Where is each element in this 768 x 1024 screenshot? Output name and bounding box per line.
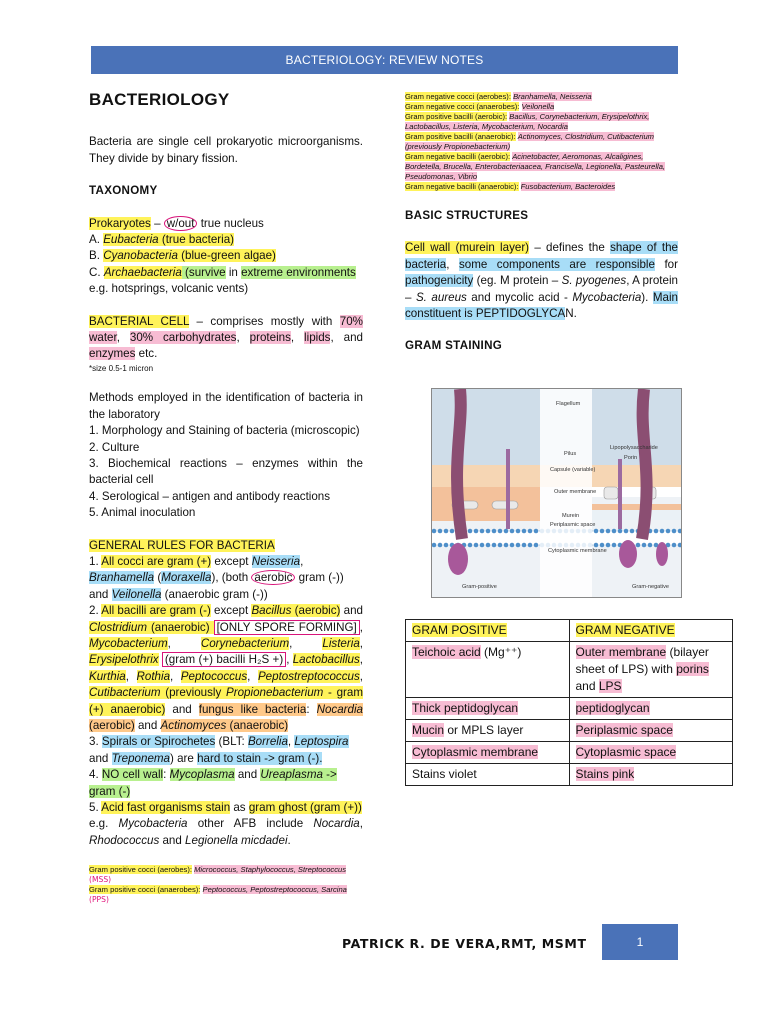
phospholipid-head xyxy=(498,543,503,548)
rule-3: 3. Spirals or Spirochetes (BLT: Borrelia, Leptospira and Treponema) are hard to stain -> gram (-). xyxy=(89,735,349,765)
gpc-anaerobes: Gram positive cocci (anaerobes): Peptococcus, Peptostreptococcus, Sarcina (PPS) xyxy=(89,885,347,905)
method-1: 1. Morphology and Staining of bacteria (microscopic) xyxy=(89,424,360,438)
phospholipid-head xyxy=(516,529,521,534)
header-gram-negative: GRAM NEGATIVE xyxy=(575,623,675,637)
cell-wall-paragraph: Cell wall (murein layer) – defines the shape of the bacteria, some components are responsible for pathogenicity (eg. M protein – S. pyogenes, A protein – S. aureus and mycolic acid - Mycobacteria). Main constituent is PEPTIDOGLYCAN. xyxy=(405,241,678,321)
phospholipid-head xyxy=(606,529,611,534)
phospholipid-head xyxy=(468,529,473,534)
phospholipid-head xyxy=(492,529,497,534)
phospholipid-head xyxy=(636,543,641,548)
phospholipid-head xyxy=(606,543,611,548)
list-item: Gram negative bacilli (anaerobic): Fusobacterium, Bacteroides xyxy=(405,182,616,191)
gpc-aerobes: Gram positive cocci (aerobes): Micrococcus, Staphylococcus, Streptococcus (MSS) xyxy=(89,865,347,885)
gram-staining-heading: GRAM STAINING xyxy=(405,339,503,353)
label-outer-membrane: Outer membrane xyxy=(554,489,597,495)
label-cytoplasmic: Cytoplasmic membrane xyxy=(548,548,607,554)
page-number: 1 xyxy=(602,924,678,960)
label-pilus: Pilus xyxy=(564,451,577,457)
list-item: Gram positive bacilli (aerobic): Bacillus, Corynebacterium, Erysipelothrix, Lactobacillus, Listeria, Mycobacterium, Nocardia xyxy=(405,112,650,131)
page-title: BACTERIOLOGY xyxy=(89,90,230,109)
phospholipid-head xyxy=(498,529,503,534)
phospholipid-head xyxy=(468,543,473,548)
phospholipid-head xyxy=(510,529,515,534)
phospholipid-head xyxy=(510,543,515,548)
label-murein: Murein xyxy=(562,513,580,519)
methods-intro: Methods employed in the identification of bacteria in the laboratory xyxy=(89,391,363,421)
phospholipid-head xyxy=(594,529,599,534)
handwritten-mss: (MSS) xyxy=(89,875,112,885)
phospholipid-head xyxy=(612,543,617,548)
label-gram-negative: Gram-negative xyxy=(632,584,669,590)
table-row: Thick peptidoglycan peptidoglycan xyxy=(406,698,733,720)
phospholipid-head xyxy=(444,543,449,548)
label-capsule: Capsule (variable) xyxy=(550,467,596,473)
rule-1: 1. All cocci are gram (+) except Neisseria, Branhamella (Moraxella), (both aerobic gram (-)) and Veilonella (anaerobic gram (-)) xyxy=(89,554,344,601)
method-5: 5. Animal inoculation xyxy=(89,506,196,520)
header-bar xyxy=(91,46,678,74)
header-title: BACTERIOLOGY: REVIEW NOTES xyxy=(285,53,484,67)
label-lps: Lipopolysaccharide xyxy=(610,445,658,451)
taxonomy-a: A. Eubacteria (true bacteria) xyxy=(89,233,235,247)
table-header-row xyxy=(406,620,733,642)
list-item: Gram negative cocci (anaerobes): Veilonella xyxy=(405,102,555,111)
basic-structures-heading: BASIC STRUCTURES xyxy=(405,209,529,222)
table-row: Mucin or MPLS layer Periplasmic space xyxy=(406,720,733,742)
phospholipid-head xyxy=(654,529,659,534)
label-flagellum: Flagellum xyxy=(556,401,581,407)
taxonomy-b: B. Cyanobacteria (blue-green algae) xyxy=(89,249,276,263)
rules-heading: GENERAL RULES FOR BACTERIA xyxy=(89,538,275,552)
wout-circled: w/out xyxy=(164,216,198,231)
intro-paragraph: Bacteria are single cell prokaryotic microorganisms. They divide by binary fission. xyxy=(89,135,363,165)
method-3: 3. Biochemical reactions – enzymes within the bacterial cell xyxy=(89,456,363,487)
phospholipid-head xyxy=(624,529,629,534)
rule-2: 2. All bacilli are gram (-) except Bacillus (aerobic) and Clostridium (anaerobic) [ONLY SPORE FORMING] , Mycobacterium, Corynebacterium, Listeria, Erysipelothrix (gram (+) bacilli H₂S +) , Lactobacillus, Kurthia, Rothia, Peptococcus, Peptostreptococcus, Cutibacterium (previously Propionebacterium - gram (+) anaerobic) and fungus like bacteria: Nocardia (aerobic) and Actinomyces (anaerobic) xyxy=(89,604,364,732)
handwritten-pps: (PPS) xyxy=(89,895,109,905)
header-gram-positive: GRAM POSITIVE xyxy=(412,623,507,637)
phospholipid-head xyxy=(648,543,653,548)
gram-comparison-table xyxy=(405,619,733,786)
label-periplasmic: Periplasmic space xyxy=(550,522,596,528)
table-row: Teichoic acid (Mg⁺⁺) Outer membrane (bilayer sheet of LPS) with porins and LPS xyxy=(406,642,733,698)
phospholipid-head xyxy=(672,529,677,534)
phospholipid-head xyxy=(480,529,485,534)
taxonomy-heading: TAXONOMY xyxy=(89,184,158,198)
phospholipid-head xyxy=(474,529,479,534)
phospholipid-head xyxy=(666,529,671,534)
phospholipid-head xyxy=(534,543,539,548)
phospholipid-head xyxy=(504,529,509,534)
phospholipid-head xyxy=(522,543,527,548)
phospholipid-head xyxy=(600,543,605,548)
left-column xyxy=(89,92,363,905)
bacteria-classification-list xyxy=(405,92,678,192)
method-2: 2. Culture xyxy=(89,440,140,454)
phospholipid-head xyxy=(474,543,479,548)
phospholipid-head xyxy=(618,529,623,534)
label-porin: Porin xyxy=(624,455,638,461)
list-item: Gram negative bacilli (aerobic): Acinetobacter, Aeromonas, Alcaligines, Bordetella, Brucella, Enterobacteriaacea, Francisella, Legionella, Pasteurella, Pseudomonas, Vibrio xyxy=(405,152,666,181)
phospholipid-head xyxy=(534,529,539,534)
phospholipid-head xyxy=(594,543,599,548)
cell-wall-diagram xyxy=(431,388,682,598)
phospholipid-head xyxy=(486,529,491,534)
prokaryotes-line: Prokaryotes – w/out true nucleus xyxy=(89,216,264,230)
phospholipid-head xyxy=(450,529,455,534)
phospholipid-head xyxy=(480,543,485,548)
phospholipid-head xyxy=(612,529,617,534)
phospholipid-head xyxy=(438,543,443,548)
list-item: Gram negative cocci (aerobes): Branhamella, Neisseria xyxy=(405,92,592,101)
prokaryotes-label: Prokaryotes xyxy=(89,216,151,230)
phospholipid-head xyxy=(528,529,533,534)
method-4: 4. Serological – antigen and antibody reactions xyxy=(89,489,331,503)
list-item: Gram positive bacilli (anaerobic): Actinomyces, Clostridium, Cutibacterium (previously Propionebacterium) xyxy=(405,132,655,151)
bacterial-cell-paragraph: BACTERIAL CELL – comprises mostly with 70% water, 30% carbohydrates, proteins, lipids, and enzymes etc. xyxy=(89,314,363,361)
phospholipid-head xyxy=(528,543,533,548)
footer-author: PATRICK R. DE VERA,RMT, MSMT xyxy=(342,936,587,951)
phospholipid-head xyxy=(492,543,497,548)
cell-size-note: *size 0.5-1 micron xyxy=(89,363,154,373)
rule-5: 5. Acid fast organisms stain as gram ghost (gram (+)) e.g. Mycobacteria other AFB include Nocardia, Rhodococcus and Legionella micdadei. xyxy=(89,801,363,847)
phospholipid-head xyxy=(486,543,491,548)
table-row: Cytoplasmic membrane Cytoplasmic space xyxy=(406,742,733,764)
phospholipid-head xyxy=(600,529,605,534)
table-row: Stains violet Stains pink xyxy=(406,764,733,786)
phospholipid-head xyxy=(522,529,527,534)
phospholipid-head xyxy=(438,529,443,534)
label-gram-positive: Gram-positive xyxy=(462,584,497,590)
phospholipid-head xyxy=(516,543,521,548)
phospholipid-head xyxy=(444,529,449,534)
rule-4: 4. NO cell wall: Mycoplasma and Ureaplasma -> gram (-) xyxy=(89,768,337,798)
phospholipid-head xyxy=(642,543,647,548)
phospholipid-head xyxy=(630,529,635,534)
taxonomy-c: C. Archaebacteria (survive in extreme environments xyxy=(89,265,356,279)
taxonomy-c-example: e.g. hotsprings, volcanic vents) xyxy=(89,282,249,296)
right-column xyxy=(405,92,678,355)
phospholipid-head xyxy=(672,543,677,548)
phospholipid-head xyxy=(660,529,665,534)
phospholipid-head xyxy=(504,543,509,548)
